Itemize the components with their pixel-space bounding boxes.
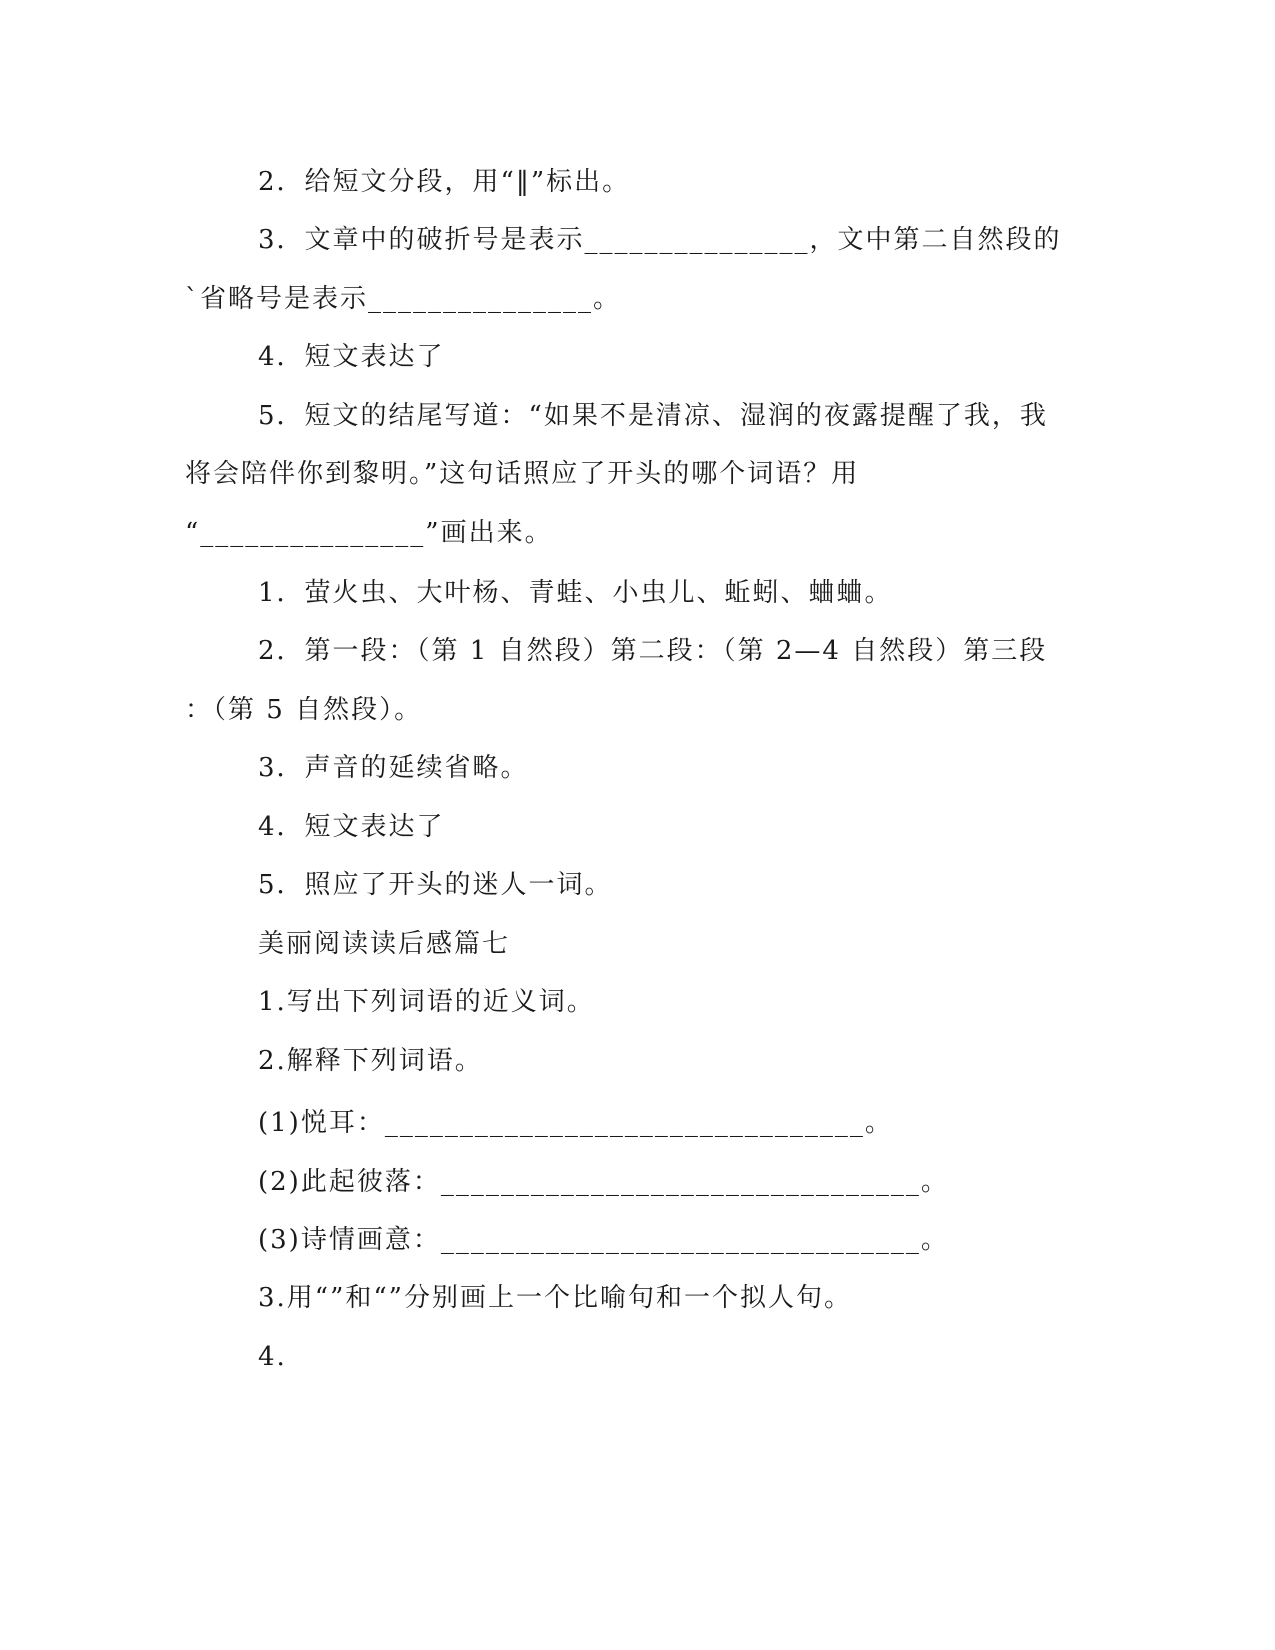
section-heading: 美丽阅读读后感篇七 [258,929,511,959]
answer-2: 2．第一段：（第 1 自然段）第二段：（第 2—4 自然段）第三段 [258,636,1048,666]
exercise-2-item-3: (3)诗情画意：________________________________。 [258,1225,949,1255]
question-3-dash-meaning: 3．文章中的破折号是表示_______________，文中第二自然段的 [258,225,1062,255]
answer-1: 1．萤火虫、大叶杨、青蛙、小虫儿、蚯蚓、蛐蛐。 [258,578,893,608]
question-4-expression: 4．短文表达了 [258,342,445,372]
answer-4: 4．短文表达了 [258,812,445,842]
answer-3: 3．声音的延续省略。 [258,753,529,783]
exercise-2: 2.解释下列词语。 [258,1046,483,1076]
question-5-ending: 5．短文的结尾写道：“如果不是清凉、湿润的夜露提醒了我，我 [258,401,1048,431]
question-3-ellipsis-meaning: `省略号是表示_______________。 [185,284,622,314]
exercise-2-item-1: (1)悦耳：________________________________。 [258,1108,893,1138]
exercise-2-item-2: (2)此起彼落：________________________________。 [258,1167,949,1197]
exercise-4: 4. [258,1342,287,1372]
answer-5: 5．照应了开头的迷人一词。 [258,870,613,900]
answer-2-cont: ：（第 5 自然段）。 [185,695,423,725]
exercise-3: 3.用“”和“”分别画上一个比喻句和一个拟人句。 [258,1283,852,1313]
question-2-paragraphing: 2．给短文分段，用“‖”标出。 [258,167,631,197]
question-5-underline-instruction: “_______________”画出来。 [185,518,553,548]
question-5-ending-cont: 将会陪伴你到黎明。”这句话照应了开头的哪个词语？用 [185,459,860,489]
exercise-1: 1.写出下列词语的近义词。 [258,987,595,1017]
